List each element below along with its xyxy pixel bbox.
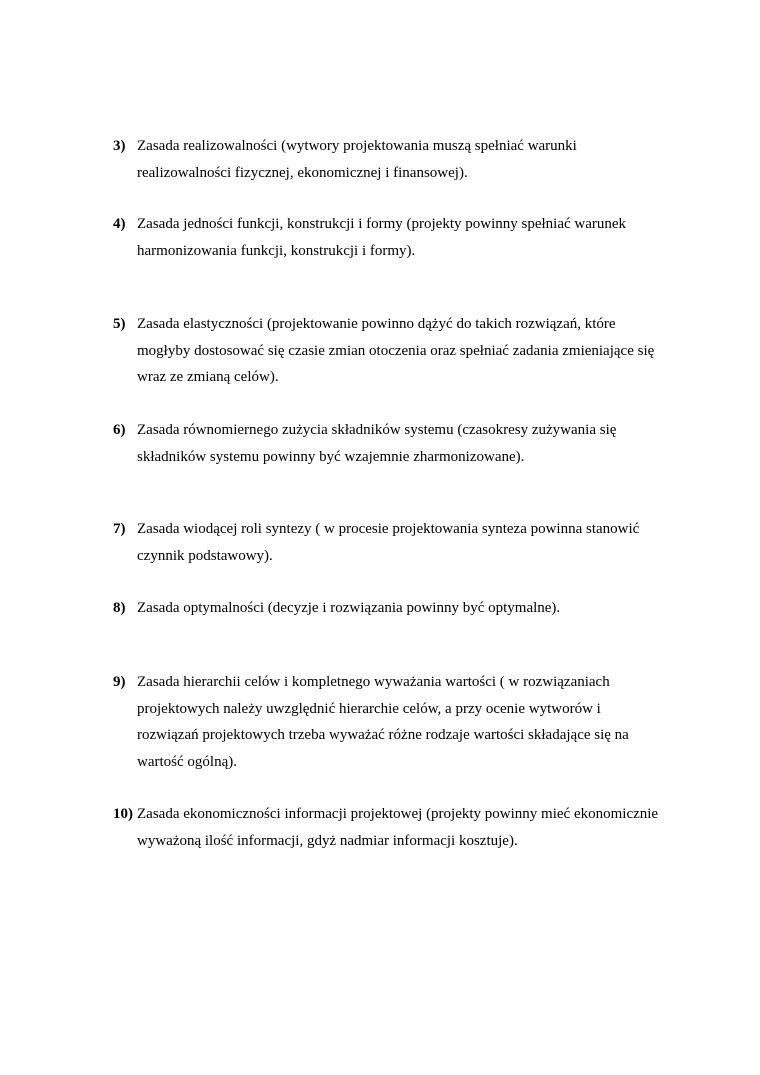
text-line: Zasada optymalności (decyzje i rozwiązania powinny być optymalne). [137,600,561,616]
item-text [137,595,693,622]
list-item [113,516,693,569]
item-number: 9) [113,674,126,690]
item-number: 10) [113,806,133,822]
list-item [113,133,693,186]
text-line: Zasada realizowalności (wytwory projektowania muszą spełniać warunki [137,138,577,154]
text-line: Zasada wiodącej roli syntezy ( w procesie projektowania synteza powinna stanowić [137,521,640,537]
item-text [137,133,693,186]
list-item [113,311,693,391]
item-number: 3) [113,138,126,154]
text-line: wartość ogólną). [137,753,237,770]
item-number: 8) [113,600,126,616]
list-item [113,595,693,622]
text-line: mogłyby dostosować się czasie zmian otoczenia oraz spełniać zadania zmieniające się [137,342,655,359]
list-item [113,801,693,854]
text-line: Zasada równomiernego zużycia składników systemu (czasokresy zużywania się [137,422,617,438]
text-line: składników systemu powinny być wzajemnie zharmonizowane). [137,448,525,465]
list-item [113,211,693,264]
text-line: czynnik podstawowy). [137,547,273,564]
item-number: 5) [113,316,126,332]
list-item [113,417,693,470]
text-line: projektowych należy uwzględnić hierarchie celów, a przy ocenie wytworów i [137,700,601,717]
item-text [137,669,693,775]
text-line: rozwiązań projektowych trzeba wyważać różne rodzaje wartości składające się na [137,727,629,743]
text-line: Zasada elastyczności (projektowanie powinno dążyć do takich rozwiązań, które [137,316,616,332]
item-text [137,516,693,569]
item-text [137,311,693,391]
text-line: Zasada hierarchii celów i kompletnego wyważania wartości ( w rozwiązaniach [137,674,610,690]
text-line: Zasada ekonomiczności informacji projektowej (projekty powinny mieć ekonomicznie [137,806,659,822]
text-line: wraz ze zmianą celów). [137,369,279,385]
item-number: 6) [113,422,126,438]
text-line: Zasada jedności funkcji, konstrukcji i formy (projekty powinny spełniać warunek [137,216,627,232]
item-number: 7) [113,521,126,537]
item-text [137,417,693,470]
text-line: wyważoną ilość informacji, gdyż nadmiar informacji kosztuje). [137,832,518,849]
item-text [137,801,693,854]
item-text [137,211,693,264]
text-line: harmonizowania funkcji, konstrukcji i formy). [137,242,416,259]
item-number: 4) [113,216,126,232]
text-line: realizowalności fizycznej, ekonomicznej i finansowej). [137,164,468,181]
list-item [113,669,693,775]
